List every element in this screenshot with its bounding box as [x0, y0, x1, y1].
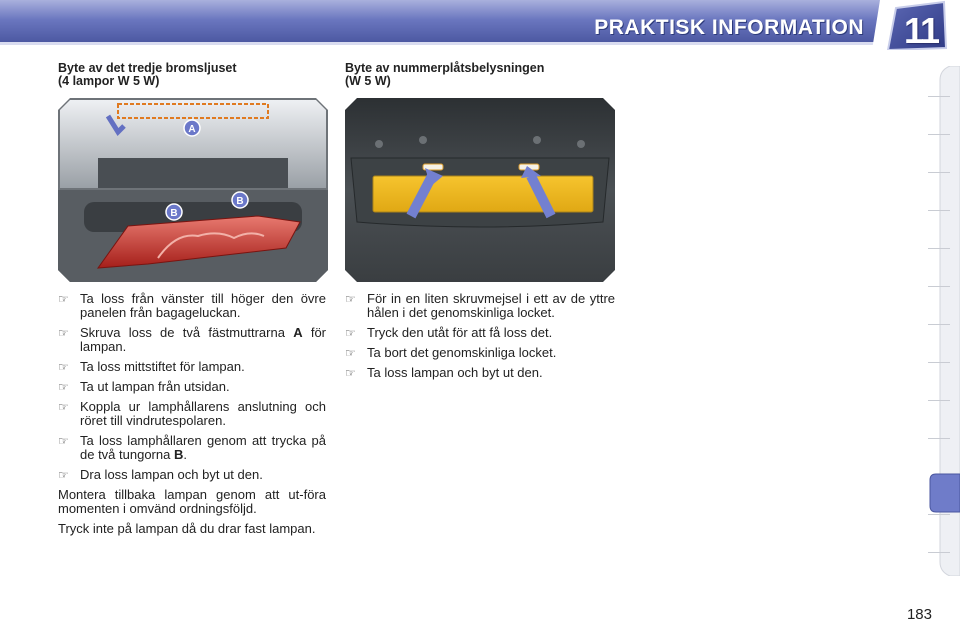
tab-divider	[928, 324, 950, 325]
tab-divider	[928, 96, 950, 97]
list-item: ☞ För in en liten skruvmejsel i ett av de yttre hålen i det genomskinliga locket.	[345, 291, 615, 320]
hand-pointer-icon: ☞	[58, 292, 69, 306]
list-item: ☞ Ta loss lampan och byt ut den.	[345, 365, 543, 380]
hand-pointer-icon: ☞	[58, 434, 69, 448]
list-item: ☞ Ta loss från vänster till höger den övre panelen från bagageluckan.	[58, 291, 326, 320]
list-item: ☞ Ta loss lamphållaren genom att trycka på de två tungorna B.	[58, 433, 326, 462]
brake-light-steps	[58, 292, 326, 482]
tab-divider	[928, 210, 950, 211]
list-item: ☞ Skruva loss de två fästmuttrarna A för lampan.	[58, 325, 326, 354]
list-item: ☞ Ta ut lampan från utsidan.	[58, 379, 230, 394]
callout-a-label: A	[188, 124, 196, 135]
tab-divider	[928, 248, 950, 249]
tab-divider	[928, 400, 950, 401]
hand-pointer-icon: ☞	[58, 380, 69, 394]
hand-pointer-icon: ☞	[345, 366, 356, 380]
plate-light-steps	[345, 292, 615, 380]
tab-divider	[928, 134, 950, 135]
callout-b2-label: B	[236, 196, 244, 207]
plate-light-illustration	[345, 98, 615, 282]
section-title-plate-light: Byte av nummerplåtsbelysningen (W 5 W)	[345, 61, 545, 88]
hand-pointer-icon: ☞	[345, 326, 356, 340]
callout-b1-label: B	[170, 208, 178, 219]
tab-divider	[928, 438, 950, 439]
plate-light-image	[345, 98, 615, 282]
page-number: 183	[906, 606, 932, 623]
tab-divider	[928, 172, 950, 173]
tab-strip-shape	[928, 66, 960, 576]
page-header	[0, 0, 960, 50]
hand-pointer-icon: ☞	[345, 346, 356, 360]
tab-divider	[928, 514, 950, 515]
section-third-brake-light	[58, 62, 326, 536]
section-plate-light	[345, 62, 615, 386]
list-item: ☞ Tryck den utåt för att få loss det.	[345, 325, 553, 340]
tab-divider	[928, 362, 950, 363]
list-item: ☞ Ta bort det genomskinliga locket.	[345, 345, 557, 360]
list-item: ☞ Dra loss lampan och byt ut den.	[58, 467, 263, 482]
chapter-number: 11	[903, 10, 938, 51]
tab-divider	[928, 286, 950, 287]
tab-divider	[928, 552, 950, 553]
brake-light-image	[58, 98, 328, 282]
hand-pointer-icon: ☞	[58, 400, 69, 414]
warning-note: Tryck inte på lampan då du drar fast lampan.	[58, 521, 316, 536]
hand-pointer-icon: ☞	[345, 292, 356, 306]
hand-pointer-icon: ☞	[58, 360, 69, 374]
hand-pointer-icon: ☞	[58, 326, 69, 340]
list-item: ☞ Koppla ur lamphållarens anslutning och röret till vindrutespolaren.	[58, 399, 326, 428]
brake-light-illustration	[58, 98, 326, 282]
chapter-tab-strip	[928, 66, 960, 576]
reassembly-note: Montera tillbaka lampan genom att ut-föra momenten i omvänd ordningsföljd.	[58, 487, 326, 516]
active-chapter-tab[interactable]	[930, 474, 960, 512]
list-item: ☞ Ta loss mittstiftet för lampan.	[58, 359, 245, 374]
section-title-brake-light: Byte av det tredje bromsljuset (4 lampor W 5 W)	[58, 61, 237, 88]
hand-pointer-icon: ☞	[58, 468, 69, 482]
chapter-title: PRAKTISK INFORMATION	[594, 16, 864, 39]
